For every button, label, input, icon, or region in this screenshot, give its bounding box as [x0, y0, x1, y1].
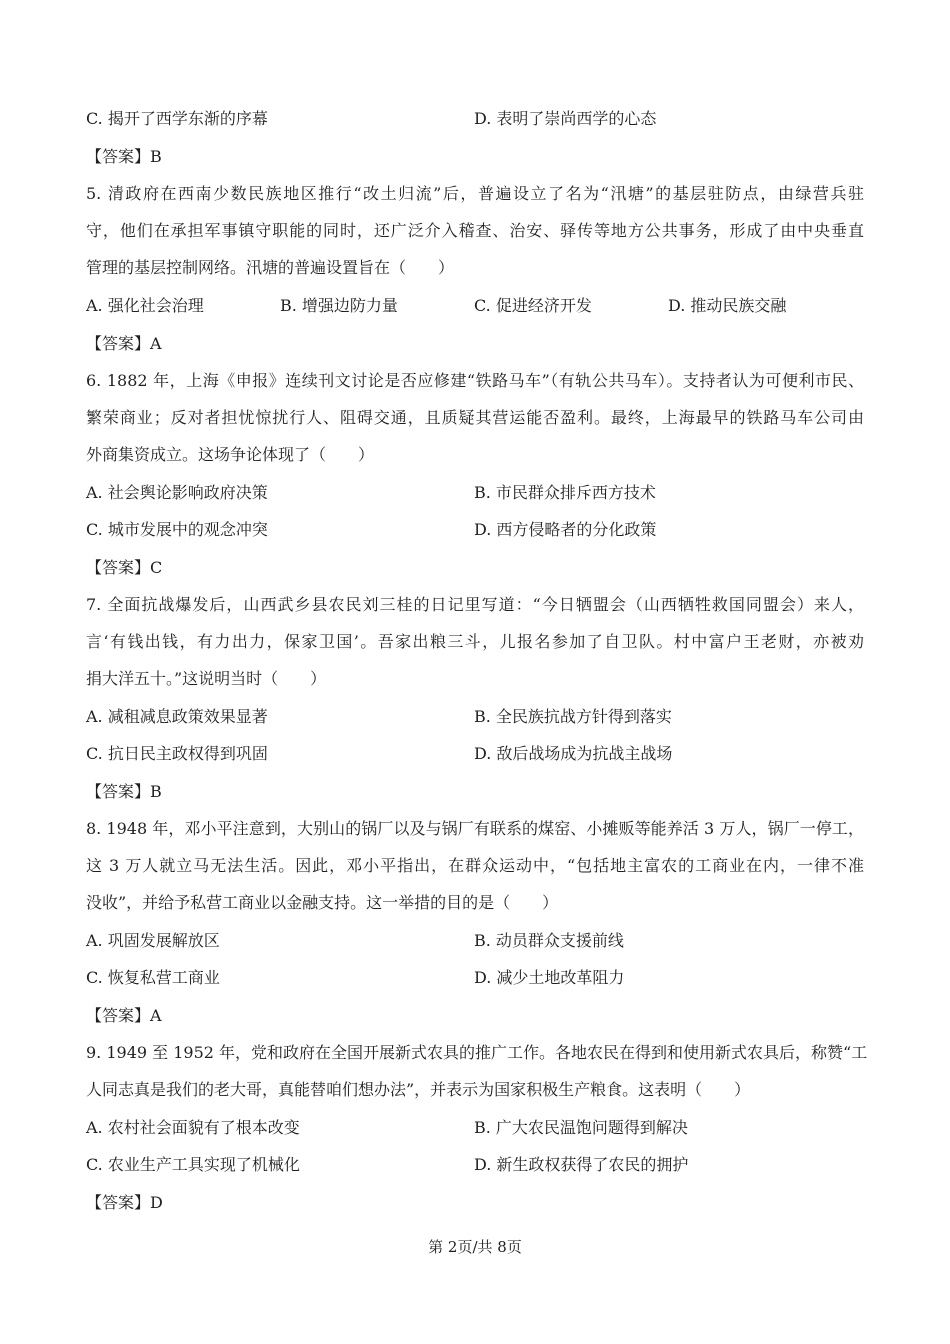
question-8-option-a: A. 巩固发展解放区 [86, 931, 220, 950]
question-6-option-b: B. 市民群众排斥西方技术 [474, 483, 656, 502]
question-5-answer [86, 334, 162, 354]
prev-option-c: C. 揭开了西学东渐的序幕 [86, 109, 268, 128]
answer-tag: 【答案】 [86, 334, 151, 353]
question-5-option-a: A. 强化社会治理 [86, 296, 204, 315]
question-9-stem [86, 1034, 868, 1108]
question-line: 捐大洋五十。”这说明当时（ ） [86, 669, 327, 688]
answer-value: C [150, 558, 163, 577]
question-line: 守，他们在承担军事镇守职能的同时，还广泛介入稽查、治安、驿传等地方公共事务，形成了由中央垂直 [86, 221, 864, 240]
question-line: 9. 1949 至 1952 年，党和政府在全国开展新式农具的推广工作。各地农民在得到和使用新式农具后，称赞“工 [86, 1043, 868, 1062]
answer-value: B [150, 782, 162, 801]
question-5-stem [86, 175, 864, 286]
question-line: 外商集资成立。这场争论体现了（ ） [86, 445, 375, 464]
question-7-option-a: A. 减租减息政策效果显著 [86, 707, 268, 726]
question-line: 人同志真是我们的老大哥，真能替咱们想办法”，并表示为国家积极生产粮食。这表明（ ） [86, 1080, 751, 1099]
question-6-option-a: A. 社会舆论影响政府决策 [86, 483, 268, 502]
answer-value: A [150, 334, 162, 353]
question-line: 管理的基层控制网络。汛塘的普遍设置旨在（ ） [86, 258, 455, 277]
answer-tag: 【答案】 [86, 782, 151, 801]
question-line: 这 3 万人就立马无法生活。因此，邓小平指出，在群众运动中，“包括地主富农的工商业在内，一律不准 [86, 856, 864, 875]
question-8-answer [86, 1006, 162, 1026]
question-6-option-c: C. 城市发展中的观念冲突 [86, 520, 268, 539]
question-9-option-a: A. 农村社会面貌有了根本改变 [86, 1118, 300, 1137]
question-line: 7. 全面抗战爆发后，山西武乡县农民刘三桂的日记里写道：“今日牺盟会（山西牺牲救国同盟会）来人， [86, 595, 864, 614]
answer-tag: 【答案】 [86, 558, 151, 577]
prev-option-d: D. 表明了崇尚西学的心态 [474, 109, 657, 128]
question-9-option-c: C. 农业生产工具实现了机械化 [86, 1155, 300, 1174]
answer-tag: 【答案】 [86, 147, 151, 166]
question-8-option-c: C. 恢复私营工商业 [86, 968, 220, 987]
question-line: 没收”，并给予私营工商业以金融支持。这一举措的目的是（ ） [86, 893, 559, 912]
question-7-option-d: D. 敌后战场成为抗战主战场 [474, 744, 673, 763]
question-7-answer [86, 782, 162, 802]
question-8-stem [86, 810, 864, 921]
question-9-option-b: B. 广大农民温饱问题得到解决 [474, 1118, 688, 1137]
question-7-option-c: C. 抗日民主政权得到巩固 [86, 744, 268, 763]
question-8-option-d: D. 减少土地改革阻力 [474, 968, 625, 987]
question-6-option-d: D. 西方侵略者的分化政策 [474, 520, 657, 539]
question-line: 言‘有钱出钱，有力出力，保家卫国’。吾家出粮三斗，儿报名参加了自卫队。村中富户王老财，亦被劝 [86, 632, 864, 651]
question-line: 8. 1948 年，邓小平注意到，大别山的锅厂以及与锅厂有联系的煤窑、小摊贩等能养活 3 万人，锅厂一停工， [86, 819, 864, 838]
question-5-option-c: C. 促进经济开发 [474, 296, 592, 315]
question-6-answer [86, 558, 162, 578]
question-line: 繁荣商业；反对者担忧惊扰行人、阻碍交通，且质疑其营运能否盈利。最终，上海最早的铁路马车公司由 [86, 408, 864, 427]
question-5-option-b: B. 增强边防力量 [280, 296, 398, 315]
answer-tag: 【答案】 [86, 1006, 151, 1025]
question-line: 5. 清政府在西南少数民族地区推行“改土归流”后，普遍设立了名为“汛塘”的基层驻防点，由绿营兵驻 [86, 184, 864, 203]
answer-value: D [150, 1193, 163, 1212]
answer-value: B [150, 147, 162, 166]
question-9-answer [86, 1193, 163, 1213]
question-9-option-d: D. 新生政权获得了农民的拥护 [474, 1155, 689, 1174]
question-6-stem [86, 362, 864, 473]
question-5-option-d: D. 推动民族交融 [668, 296, 787, 315]
question-7-stem [86, 586, 864, 697]
prev-answer [86, 147, 162, 167]
question-line: 6. 1882 年，上海《申报》连续刊文讨论是否应修建“铁路马车”（有轨公共马车）。支持者认为可便利市民、 [86, 371, 864, 390]
answer-tag: 【答案】 [86, 1193, 151, 1212]
answer-value: A [150, 1006, 162, 1025]
question-7-option-b: B. 全民族抗战方针得到落实 [474, 707, 672, 726]
question-8-option-b: B. 动员群众支援前线 [474, 931, 624, 950]
page-number: 第 2页/共 8页 [428, 1238, 522, 1256]
